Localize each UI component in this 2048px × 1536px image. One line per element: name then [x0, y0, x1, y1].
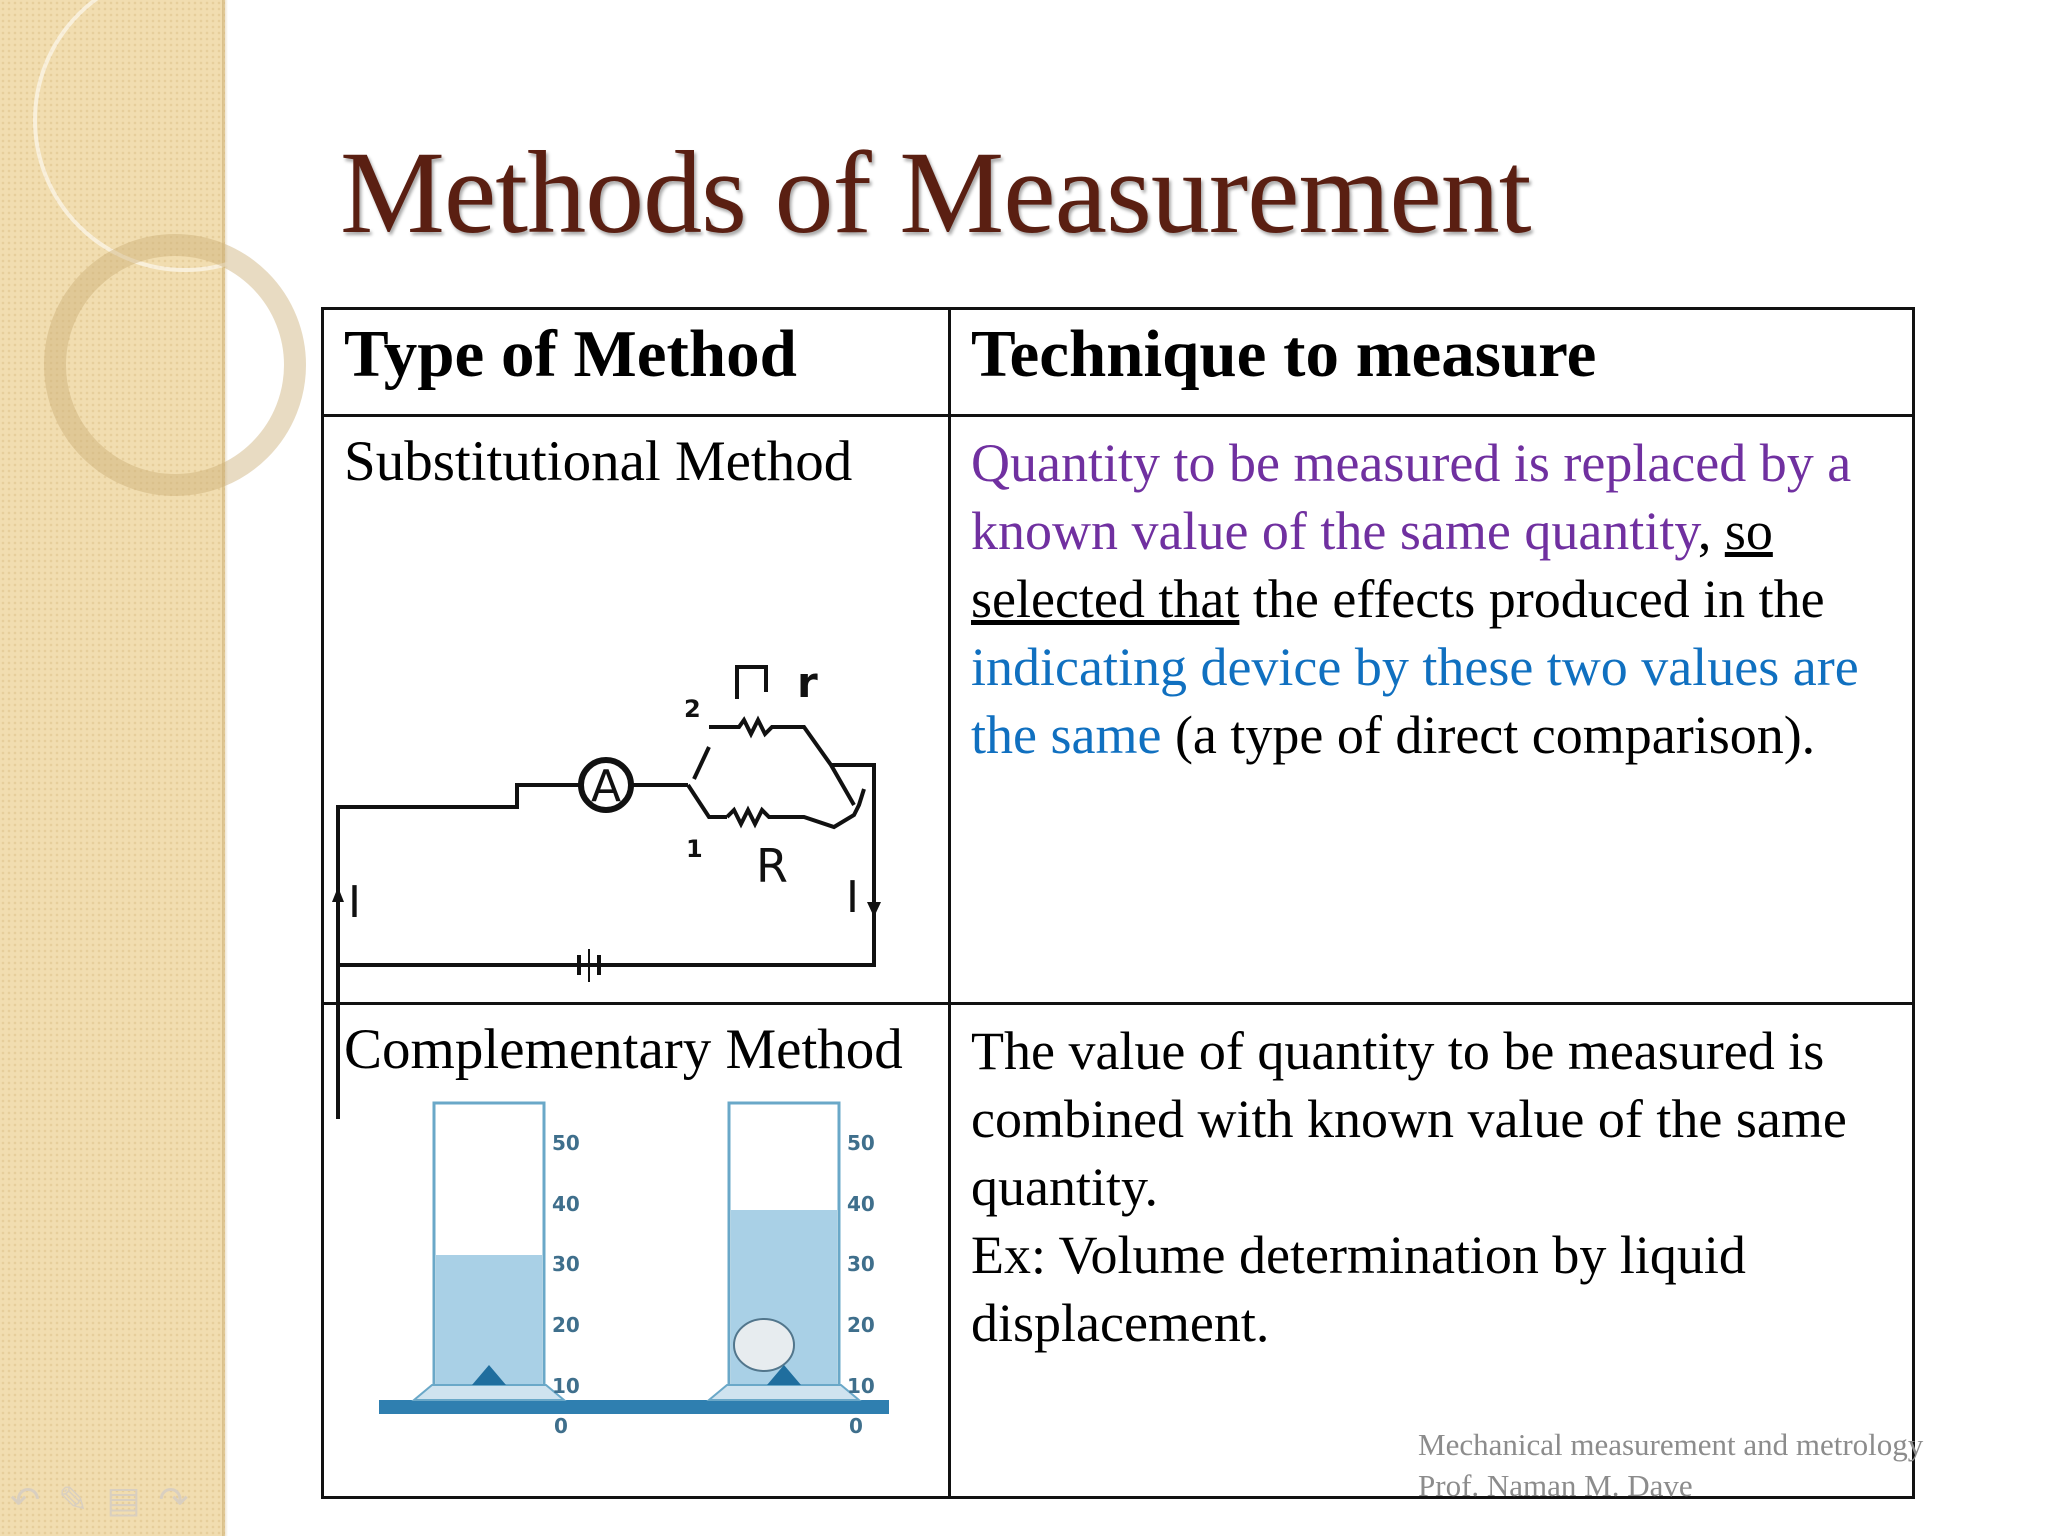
technique-underlined: so selected that: [971, 501, 1773, 629]
decorative-circles: [0, 0, 260, 520]
switch-2-label: 2: [684, 695, 701, 723]
ammeter-label: A: [590, 761, 622, 812]
svg-text:20: 20: [552, 1313, 580, 1337]
technique-text-complementary: [951, 1005, 1912, 1357]
technique-plain-end: (a type of direct comparison).: [1161, 705, 1816, 765]
svg-text:30: 30: [552, 1252, 580, 1276]
svg-text:30: 30: [847, 1252, 875, 1276]
technique-comma: ,: [1697, 501, 1725, 561]
technique-plain: the effects produced in the: [1239, 569, 1825, 629]
footer-author: Prof. Naman M. Dave: [1418, 1468, 1693, 1503]
scale-left: [552, 1131, 580, 1438]
methods-table: [321, 307, 1915, 1499]
method-cell-substitutional: [323, 416, 950, 1004]
technique-line-example: Ex: Volume determination by liquid displacement.: [971, 1225, 1746, 1353]
footer-course: Mechanical measurement and metrology: [1418, 1427, 1924, 1462]
svg-text:0: 0: [849, 1414, 863, 1438]
technique-line-definition: The value of quantity to be measured is combined with known value of the same quantity.: [971, 1021, 1847, 1217]
immersed-object: [734, 1319, 794, 1371]
header-type-of-method: Type of Method: [323, 309, 950, 416]
footer-credits: [1418, 1424, 1923, 1506]
method-cell-complementary: [323, 1004, 950, 1498]
svg-text:10: 10: [847, 1374, 875, 1398]
arrow-down-icon: [867, 902, 881, 917]
method-label-complementary: Complementary Method: [344, 1018, 903, 1081]
current-left-label: I: [348, 877, 361, 928]
pen-icon[interactable]: ✎: [58, 1480, 89, 1521]
scale-right: [847, 1131, 875, 1438]
current-right-label: I: [846, 872, 859, 923]
resistor-R-label: R: [756, 839, 788, 893]
method-label-substitutional: Substitutional Method: [344, 430, 853, 493]
cylinder-left: [414, 1103, 564, 1400]
svg-text:20: 20: [847, 1313, 875, 1337]
svg-text:10: 10: [552, 1374, 580, 1398]
svg-text:50: 50: [847, 1131, 875, 1155]
technique-highlight-purple: Quantity to be measured is replaced by a known value of the same quantity: [971, 433, 1852, 561]
svg-text:0: 0: [554, 1414, 568, 1438]
menu-icon[interactable]: ▤: [106, 1480, 141, 1521]
switch-1-label: 1: [686, 835, 703, 863]
arrow-up-icon: [332, 887, 344, 902]
resistor-r-label: r: [797, 658, 818, 707]
slide-nav-toolbar: [10, 1480, 189, 1521]
forward-icon[interactable]: ↷: [158, 1480, 189, 1521]
table-header-row: [323, 309, 1914, 416]
table-row: [323, 416, 1914, 1004]
header-technique: Technique to measure: [950, 309, 1914, 416]
slide-title: Methods of Measurement: [340, 127, 1531, 258]
technique-cell-substitutional: [950, 416, 1914, 1004]
circuit-diagram: [334, 557, 944, 997]
graduated-cylinders-illustration: [324, 1095, 944, 1438]
svg-text:50: 50: [552, 1131, 580, 1155]
technique-text-substitutional: [951, 417, 1912, 769]
svg-text:40: 40: [552, 1192, 580, 1216]
technique-highlight-blue: indicating device by these two values are the same: [971, 637, 1859, 765]
back-icon[interactable]: ↶: [10, 1480, 41, 1521]
cylinder-right: [709, 1103, 859, 1400]
svg-text:40: 40: [847, 1192, 875, 1216]
